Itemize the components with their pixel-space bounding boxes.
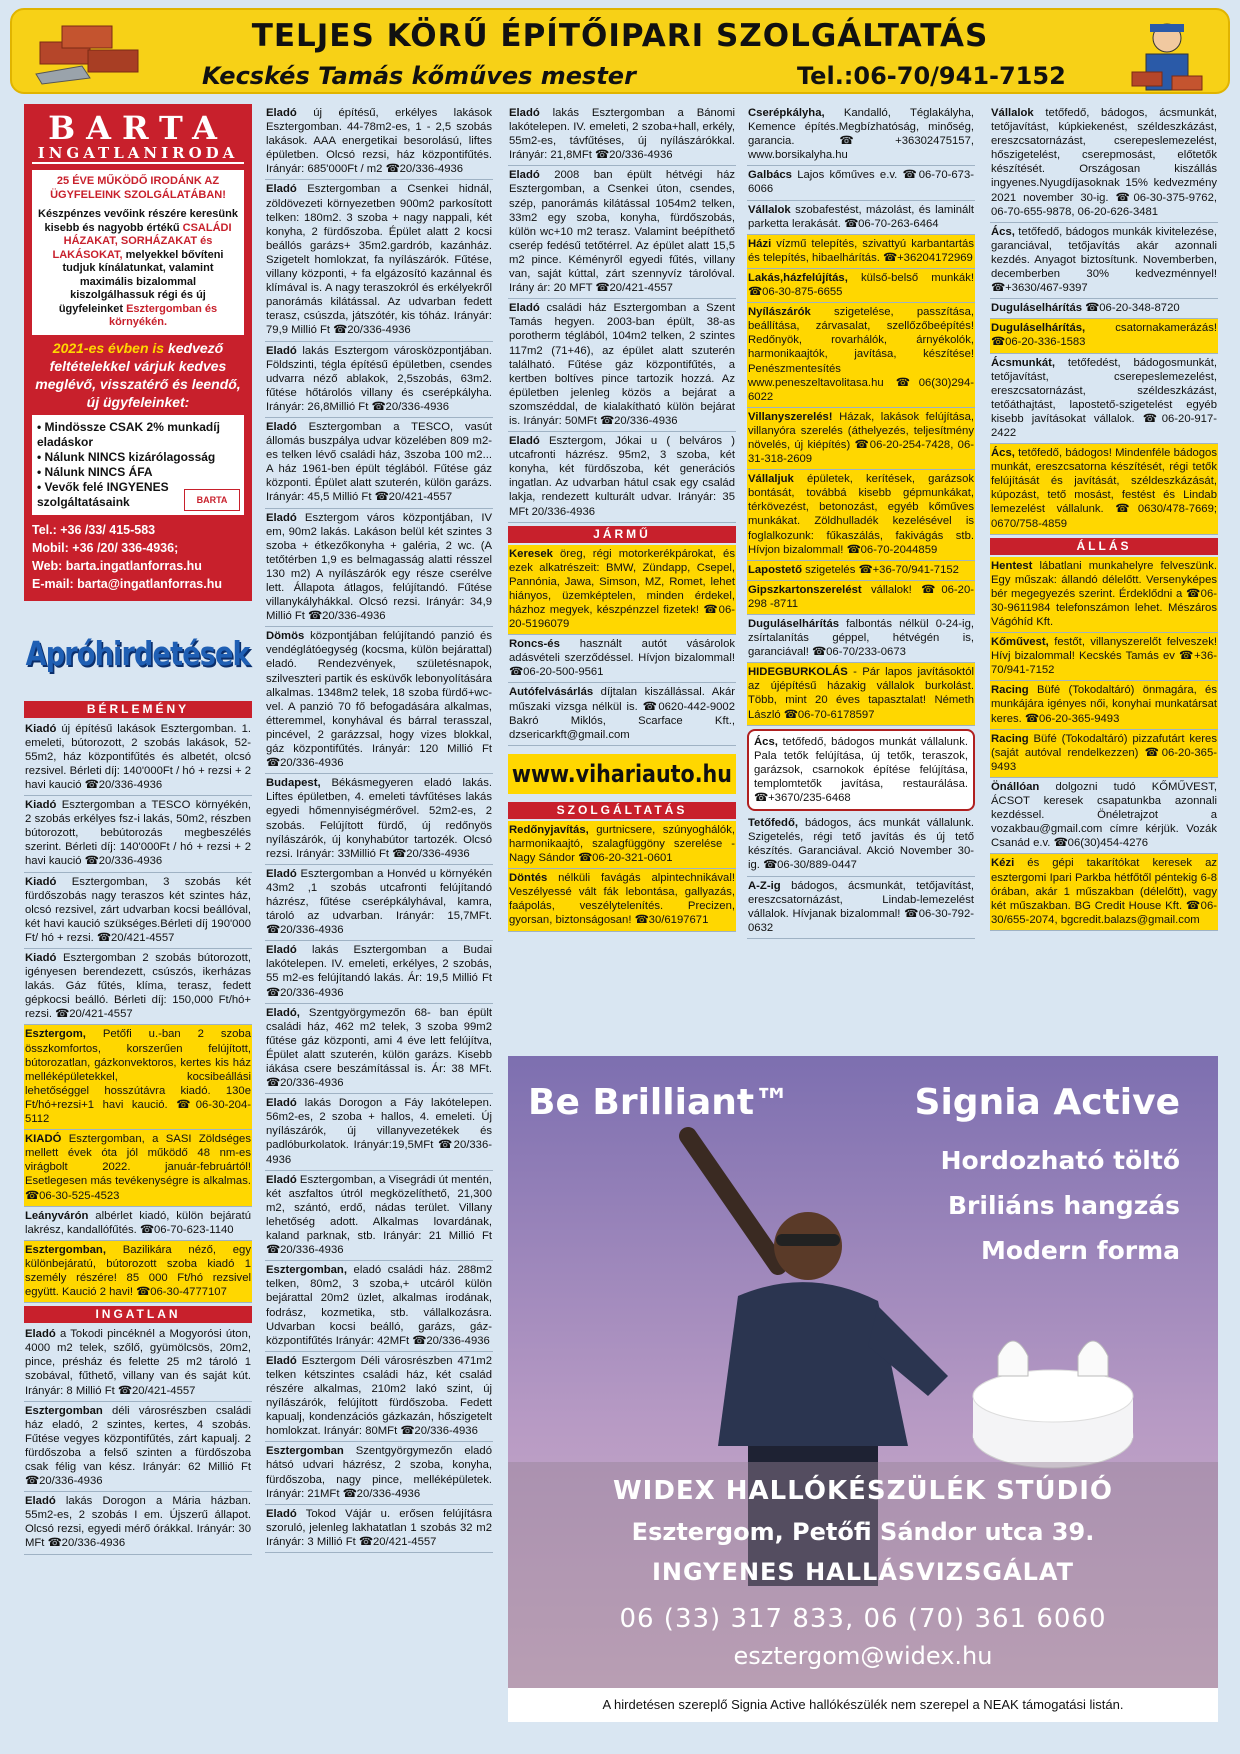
classified-ad: [747, 814, 975, 876]
ad-text: és gépi takarítókat keresek az esztergomi Ipari Parkba hétfőtől péntekig 6-8 órában, akár 1 műszakban (délelőtt), vagy két műszakban. BG Credit House Kft. ☎06-30/655-2074, bgcredit.balazs@gmail.com: [991, 857, 1217, 926]
hearing-aid-case-icon: [958, 1296, 1148, 1486]
classified-ad: [990, 104, 1218, 223]
classified-ad: [508, 683, 736, 745]
ad-text: lábatlani munkahelyre felveszünk. Egy műszak: állandó délelőtt. Versenyképes bér megegyezés szerint. Érdeklődni a ☎06-30-9611984 telefonszámon lehet. Mészáros Vágóhíd Kft.: [991, 559, 1217, 628]
ad-text: Szentgyörgymezőn eladó hátsó udvari házrész, 2 szoba, konyha, fürdőszoba, nagy pince, melléképületek. Irányár: 21MFt ☎20/336-4936: [266, 1445, 492, 1500]
ad-text: Esztergomban, a SASI Zöldséges mellett évek óta jól működő 48 nm-es virágbolt 2022. január-februártól! Esetlegesen más tevékenységre is alkalmas. ☎06-30-525-4523: [25, 1133, 251, 1202]
ad-lead: Tetőfedő,: [748, 817, 798, 830]
ad-text: csatornakamerázás! ☎06-20-336-1583: [991, 322, 1217, 349]
classified-ad: [24, 1492, 252, 1554]
classifieds-title: [24, 617, 252, 691]
ad-text: Büfé (Tokodaltáró) pizzafutárt keres (saját autóval rendelkezzen) ☎06-20-365-9493: [991, 732, 1217, 773]
ad-lead: Eladó: [266, 344, 297, 357]
ad-lead: Esztergom,: [25, 1028, 86, 1041]
column-2: [265, 104, 493, 1553]
ad-lead: Lapostető: [748, 563, 802, 576]
ad-list-jarmu: [508, 545, 736, 746]
banner-title: TELJES KÖRŰ ÉPÍTŐIPARI SZOLGÁLTATÁS: [251, 18, 989, 54]
classified-ad: [24, 949, 252, 1025]
ad-lead: Eladó: [266, 183, 297, 196]
ad-lead: Kiadó: [25, 722, 57, 735]
widex-slogan: Be Brilliant™: [528, 1082, 791, 1123]
classified-ad: [265, 180, 493, 341]
barta-bullet: • Nálunk NINCS kizárólagosság: [37, 450, 239, 465]
widex-feature: Modern forma: [980, 1236, 1180, 1265]
ad-lead: Eladó: [266, 944, 297, 957]
widex-feature: Hordozható töltő: [940, 1146, 1180, 1175]
classified-ad: [24, 873, 252, 949]
ad-lead: KIADÓ: [25, 1133, 62, 1146]
ad-lead: Dömös: [266, 630, 305, 643]
classifieds-title-text: Apróhirdetések: [25, 633, 251, 673]
ad-lead: Racing: [991, 684, 1029, 697]
widex-disclaimer: A hirdetésen szereplő Signia Active hallókészülék nem szerepel a NEAK támogatási listán.: [508, 1688, 1218, 1722]
ad-lead: Autófelvásárlás: [509, 686, 594, 699]
classified-ad: [265, 1505, 493, 1553]
ad-lead: HIDEGBURKOLÁS: [748, 666, 848, 679]
ad-lead: Redőnyjavítás,: [509, 823, 589, 836]
classified-ad: [747, 561, 975, 581]
ad-text: szigetelése, passzítása, beállítása, zárvasalat, szellőzőbeépítés! Redőnyök, rovarhálók, árnyékolók, harmonikaajtók, javítása, készítése! Penészmentesítés www.peneszeltavolitasa.hu ☎06(30)294-6022: [748, 306, 974, 403]
ad-text: Esztergom Déli városrészben 471m2 telken kétszintes családi ház, két család részére alkalmas, 210m2 lakó szint, új nyílászárók, felújított fürdőszoba. Fedett kapualj, kondenzációs gázkazán, hőszigetelt homlokzat. Irányár: 80MFt ☎20/336-4936: [266, 1354, 492, 1438]
ad-lead: Leányvárón: [25, 1209, 89, 1222]
ad-text: Petőfi u.-ban 2 szoba összkomfortos, korszerűen felújított, bútorozatlan, gázkonvektoros, kertes kis ház melléképületekkel, kocsibeállási lehetőséggel hosszútávra kiadó. 130e Ft/hó+rezsi+1 havi kaució. ☎06-30-204-5112: [25, 1028, 251, 1126]
ad-lead: Eladó: [266, 1173, 297, 1186]
ad-text: szigetelés ☎+36-70/941-7152: [801, 563, 959, 576]
ad-list-szolgaltatas-3: [990, 104, 1218, 535]
ad-lead: Villanyszerelés!: [748, 410, 833, 423]
barta-contact: [32, 521, 244, 593]
ad-lead: Esztergomban,: [25, 1243, 106, 1256]
ad-text: ☎06-20-348-8720: [1082, 302, 1180, 315]
ad-text: tetőfedő, bádogos munkát vállalunk. Pala tetők felújítása, új tetők, teraszok, garázsok, csarnokok építése felújítása, templomtetők javítása, restaurálása. ☎+3670/235-6468: [754, 735, 968, 805]
widex-ad: [508, 1056, 1218, 1722]
ad-text: szobafestést, mázolást, és laminált parketta lerakását. ☎06-70-263-6464: [748, 203, 974, 230]
ad-lead: Esztergomban,: [266, 1264, 347, 1277]
ad-lead: Eladó,: [266, 1006, 300, 1019]
ad-list-allas: [990, 557, 1218, 931]
classified-ad: [265, 509, 493, 628]
ad-list-ingatlan-3: [508, 104, 736, 523]
classified-ad: [990, 319, 1218, 353]
ad-text: nélküli favágás alpintechnikával! Veszélyessé vált fák lebontása, gallyazás, faápolás, veszélytelenítés. Precizen, gyorsan, biztonságosan! ☎30/6197671: [509, 872, 735, 927]
widex-studio: WIDEX HALLÓKÉSZÜLÉK STÚDIÓ: [612, 1476, 1114, 1506]
ad-lead: Kiadó: [25, 799, 57, 812]
mason-worker-icon: [1122, 16, 1212, 92]
barta-bullet: • Vevők felé INGYENES szolgáltatásaink: [37, 480, 239, 510]
classified-ad: [24, 1241, 252, 1303]
barta-year-rest: kedvező feltételekkel várjuk kedves meglévő, visszatérő és leendő, új ügyfeleinket:: [35, 339, 241, 410]
widex-offer: INGYENES HALLÁSVIZSGÁLAT: [651, 1558, 1075, 1586]
ad-text: családi ház Esztergomban a Szent Tamás hegyen. 2003-ban épült, 38-as porotherm téglából, 104m2 telken, 2 szintes 117m2 (71+46), az épület alatt szuterén található. Fűtése gáz központifűtés, a kertben boltíves pince tartozik hozzá. Az épületben jelenleg közös a bejárat a szomszéddal, de kialakítható külön bejárat is. Irányár: 50MFt ☎20/336-4936: [509, 302, 735, 427]
barta-ad: [24, 104, 252, 601]
ad-lead: Döntés: [509, 872, 548, 885]
classified-ad: [747, 104, 975, 166]
ad-lead: Budapest,: [266, 777, 321, 790]
classified-ad: [990, 681, 1218, 729]
classified-ad: [990, 444, 1218, 535]
ad-text: 2008 ban épült hétvégi ház Esztergomban, a Csenkei úton, csendes, szép, panorámás kilátással 1054m2 telken, 33m2 egy szoba, konyha, fürdőszobás, külön wc+10 m2 terasz. Valamint beépíthető cserép fedésű tetőtérrel. Az épület alatt 15,5 m2 pince. Kéményről egyedi fűtés, villany van, saját kúttal, zárt szennyvíz tárolóval. Irány ár: 20 MFT ☎20/421-4557: [509, 169, 735, 295]
classified-ad: [508, 821, 736, 869]
ad-lead: Eladó: [266, 1354, 297, 1367]
ad-lead: Ács,: [991, 225, 1015, 238]
ad-lead: Gipszkartonszerelést: [748, 583, 862, 596]
classified-ad: [747, 408, 975, 470]
ad-lead: Önállóan: [991, 780, 1040, 793]
ad-text: Esztergom város központjában, IV em, 90m2 lakás. Lakáson belül két szintes 3 szoba + étkezőkonyha + galéria, 2 wc. (A tetőtérben 1,9 es belmagasság alatti résszel 130 m2) A nyílászárók egy része cserélve lett. Állapota átlagos, felújítandó. Fűtése villanykályhákkal. Olcsó rezsi. Irányár: 34,9 Millió Ft ☎20/336-4936: [266, 511, 492, 623]
ad-lead: Eladó: [266, 867, 297, 880]
ad-text: Esztergomban 2 szobás bútorozott, igényesen berendezett, csúszós, ikerházas lakás. Gáz fűtés, klíma, terasz, fedett gépkocsi beálló. Bérleti díj: 150,000 Ft/hó+ rezsi. ☎20/421-4557: [25, 952, 251, 1021]
ad-text: Büfé (Tokodaltáró) önmagára, és munkájára igényes női, konyhai munkatársat keres. ☎06-20-365-9493: [991, 684, 1217, 725]
ad-text: Esztergomban a Honvéd u környékén 43m2 ,1 szobás utcafronti felújítandó házrész, fűtése cserépkályhával, kamra, tároló az udvarban. Irányár: 15,7MFt. ☎20/336-4936: [266, 867, 492, 937]
ad-lead: Hentest: [991, 559, 1033, 572]
classified-ad: [747, 663, 975, 725]
ad-text: díjtalan kiszállással. Akár műszaki vizsga nélkül is. ☎0620-442-9002 Bakró Miklós, Scarface Kft., dzsericarkft@gmail.com: [509, 686, 735, 741]
classified-ad: [265, 941, 493, 1003]
classified-ad: [24, 1025, 252, 1130]
barta-intro-red: CSALÁDI HÁZAKAT, SORHÁZAKAT és LAKÁSOKAT,: [52, 221, 232, 261]
classified-ad: [265, 418, 493, 509]
barta-city: Esztergomban és környékén.: [108, 302, 218, 329]
ad-list-berlemeny: [24, 720, 252, 1304]
section-header-berlemeny: BÉRLEMÉNY: [24, 701, 252, 718]
classified-ad: [265, 1094, 493, 1170]
classified-ad: [265, 1261, 493, 1352]
column-4: [747, 104, 975, 939]
ad-text: vízmű telepítés, szivattyú karbantartás és telepítés, hibaelhárítás. ☎+36204172969: [748, 237, 974, 264]
ad-text: használt autót vásárolok adásvételi szerződéssel. Hívjon bizalommal! ☎06-20-500-9561: [509, 638, 735, 679]
ad-text: új építésű lakások Esztergomban. 1. emeleti, bútorozott, 2 szobás lakások, 52-55m2, ház központifűtés és albetét, olcsó rezsivel. Bérleti díj: 140'000Ft / hó + rezsi + 2 havi kaució ☎20/336-4936: [25, 722, 251, 791]
ad-text: lakás Esztergom városközpontjában. Földszinti, tégla építésű épületben, csendes udvarra néző ablakok, 2,5szobás, 63m2. fűtése hőtárolós villany és cserépkályha. Irányár: 26,8Millió Ft ☎20/336-4936: [266, 344, 492, 413]
ad-text: épületek, kerítések, garázsok bontását, továbbá kisebb gépmunkákat, térkövezést, betonozást, egyéb kőműves munkákat. Zöldhulladék kezelésével is foglalkozunk: fűkaszálás, fakivágás stb. Hívjon bizalommal! ☎06-70-2044859: [748, 473, 974, 556]
ad-lead: Ács,: [991, 447, 1015, 460]
ad-text: dolgozni tudó KŐMŰVEST, ÁCSOT keresek csapatunkba azonnali kezdéssel. Önéletrajzot a vozakbau@gmail.com címre kérjük. Vozák Csanád e.v. ☎06(30)454-4276: [991, 780, 1217, 850]
barta-years: 25 ÉVE MŰKÖDŐ IRODÁNK AZ ÜGYFELEINK SZOLGÁLATÁBAN!: [50, 175, 226, 201]
ad-text: festőt, villanyszerelőt felveszek! Hívj bizalommal! Kecskés Tamás ev ☎+36-70/941-7152: [991, 636, 1217, 677]
widex-phones: 06 (33) 317 833, 06 (70) 361 6060: [619, 1604, 1107, 1634]
ad-lead: Duguláselhárítás,: [991, 322, 1086, 335]
classified-ad: [24, 1207, 252, 1241]
ad-text: Bazilikára néző, egy különbejáratú, bútorozott szoba kiadó 1 személy részére! 85 000 Ft/hó rezsivel együtt. Kaució 2 havi! ☎06-30-4777107: [25, 1243, 251, 1299]
ad-lead: Eladó: [509, 435, 540, 448]
widex-product: Signia Active: [914, 1082, 1180, 1123]
classified-ad: [990, 354, 1218, 445]
classified-ad: [265, 104, 493, 180]
ad-lead: Vállalok: [748, 203, 791, 216]
classified-ad: [747, 166, 975, 200]
barta-year-text: [32, 339, 244, 411]
ad-lead: Eladó: [266, 107, 297, 119]
ad-lead: Eladó: [509, 302, 540, 315]
classified-ad: [747, 581, 975, 615]
ad-lead: Cserépkályha,: [748, 107, 825, 119]
ad-text: déli városrészben családi ház eladó, 2 szintes, kertes, 4 szobás. Fűtése vegyes központifűtés, zárt kapualj. 2 fürdőszoba a felső szinten a fürdőszoba csak félig van kész. Irányár: 62 Millió Ft ☎20/336-4936: [25, 1404, 251, 1488]
ad-text: új építésű, erkélyes lakások Esztergomban. 44-78m2-es, 1 - 2,5 szobás lakások. AAA energetikai besorolású, liftes épületben. Olcsó rezsi, ház központifűtés. Irányár: 685'000Ft / m2 ☎20/336-4936: [266, 107, 492, 176]
ad-list-szolgaltatas-1: [508, 821, 736, 932]
ad-text: Esztergomban a TESCO környékén, 2 szobás erkélyes fsz-i lakás, 50m2, részben bútorozott, bebútorozás megbeszélés szerint. Bérleti díj: 140'000Ft / hó + rezsi + 2 havi kaució ☎20/336-4936: [25, 799, 251, 868]
barta-logo: BARTA: [184, 489, 240, 511]
classified-ad: [24, 720, 252, 796]
classified-ad: [265, 865, 493, 941]
classified-ad: [24, 1130, 252, 1206]
ad-text: bádogos, ácsmunkát, tetőjavítást, ereszcsatornázást, Lindab-lemezelést vállalok. Hívjanak bizalommal! ☎06-30-792-0632: [748, 879, 974, 934]
classified-ad: [990, 223, 1218, 299]
barta-year: 2021-es évben is: [52, 339, 165, 356]
ad-text: albérlet kiadó, külön bejáratú lakrész, kandallófűtés. ☎06-70-623-1140: [25, 1209, 251, 1236]
barta-email[interactable]: E-mail: barta@ingatlanforras.hu: [32, 576, 222, 591]
classified-ad: [990, 854, 1218, 930]
ad-lead: Esztergomban: [25, 1404, 103, 1417]
classified-ad: [747, 470, 975, 561]
ad-text: külső-belső munkák! ☎06-30-875-6655: [748, 271, 974, 299]
classified-ad: [747, 269, 975, 303]
section-header-ingatlan: INGATLAN: [24, 1306, 252, 1323]
ad-list-ingatlan-1: [24, 1325, 252, 1554]
barta-intro-end: melyekkel bővíteni tudjuk kínálatunkat, valamint maximális bizalommal kiszolgálhassuk régi és új ügyfeleinket: [58, 248, 224, 315]
ad-text: Esztergomban, a Visegrádi út mentén, két aszfaltos útról megközelíthető, 21,300 m2, szántó, erdő, nádas terület. Villany lehetőség adott. Alkalmas lovardának, kaland parknak, stb. Irányár: 21 Millió Ft ☎20/336-4936: [266, 1173, 492, 1257]
classified-ad: [265, 774, 493, 865]
vihari-link[interactable]: [508, 754, 736, 794]
ad-list-szolgaltatas-2: [747, 104, 975, 939]
classified-ad: [747, 729, 975, 811]
barta-bullets: [32, 415, 244, 515]
ad-lead: Nyílászárók: [748, 306, 811, 319]
classified-ad: [508, 299, 736, 432]
classified-ad: [265, 627, 493, 774]
ad-text: Esztergomban a Csenkei hidnál, zöldövezeti környezetben 900m2 parkosított telken: 180m2. 3 szoba + nagy nappali, két konyha, 2 fürdőszoba. Épület alatt 2 kocsi beállós garázs+ 35m2.gardrób, kazánház. Szigetelt homlokzat, fa nyílászárók. Fűtése, villany központi, + fa elgázosító kazánnal és klímával is. A nagy teraszokról és erkélyekről panorámás kilátással. Az udvarban fedett terasz, csúszda, játszótér, kis tóház. Irányár: 79,9 Millió Ft ☎20/336-4936: [266, 183, 492, 337]
ad-lead: Duguláselhárítás: [991, 302, 1083, 315]
classified-ad: [990, 730, 1218, 778]
ad-list-ingatlan-2: [265, 104, 493, 1553]
ad-text: központjában felújítandó panzió és vendéglátóegység (kocsma, külön bejárattal) eladó. Rendezvények, születésnapok, szilveszteri partik és esküvők lebonyolítására alkalmas. 1348m2 telek, 18 szoba fürdő+wc-vel. A panzió 70 fő befogadására alkalmas, étteremmel, konyhával és bárral terasszal, pincével, 2 garázzsal, hogy vizes blokkal, gáz központifűtés. Irányár: 120 Millió Ft ☎20/336-4936: [266, 630, 492, 770]
classified-ad: [747, 235, 975, 269]
widex-address: Esztergom, Petőfi Sándor utca 39.: [631, 1518, 1095, 1546]
classified-ad: [265, 1352, 493, 1443]
ad-text: Házak, lakások felújítása, villanyóra szerelés (áthelyezés, teljesítmény növelés, új kiépítés) ☎06-20-254-7428, 06-31-318-2609: [748, 410, 974, 466]
section-header-szolgaltatas: SZOLGÁLTATÁS: [508, 802, 736, 819]
ad-lead: Lakás,házfelújítás,: [748, 271, 848, 284]
classified-ad: [990, 633, 1218, 681]
ad-text: lakás Esztergomban a Bánomi lakótelepen. IV. emeleti, 2 szoba+hall, erkély, 55m2-es, távfűtéses, új nyílászárókkal. Irányár: 21,8MFt ☎20/336-4936: [509, 107, 735, 162]
column-3: [508, 104, 736, 932]
ad-text: eladó családi ház. 288m2 telken, 80m2, 3 szoba,+ utcáról külön bejárattal 20m2 üzlet, alkalmas irodának, fodrász, kozmetika, stb. vállalkozásra. Udvarban kocsi beálló, garázs, gáz-központifűtés Irányár: 42MFt ☎20/336-4936: [266, 1264, 492, 1347]
column-1: [24, 104, 252, 1555]
section-header-jarmu: JÁRMŰ: [508, 526, 736, 543]
barta-brand: BARTA: [48, 109, 228, 147]
ad-text: Esztergomban a TESCO, vasút állomás buszpálya udvar közelében 809 m2-es telken lévő családi ház, 3szoba 100 m2... A ház 1961-ben épült téglából. Fűtése gáz központi. Épület alatt szuterén, külön garázs. Irányár: 45,5 Millió Ft ☎20/421-4557: [266, 420, 492, 504]
ad-text: Békásmegyeren eladó lakás. Liftes épületben, 4. emeleti távfűtéses lakás egyedi hőmennyiségmérővel. 52m2-es, 2 szobás. Felújított fürdő, új redőnyös nyílászárók, új konyhabútor tartozék. Olcsó rezsi. Irányár: 33Millió Ft ☎20/336-4936: [266, 777, 492, 860]
ad-text: a Tokodi pincéknél a Mogyorósi úton, 4000 m2 telek, szőlő, gyümölcsös, 20m2, pince, présház és felette 25 m2 tároló 1 szobával, fűthető, villany van és saját kút. Irányár: 8 Millió Ft ☎20/421-4557: [25, 1328, 251, 1397]
classified-ad: [508, 432, 736, 523]
ad-lead: Esztergomban: [266, 1445, 344, 1458]
banner-name: Kecskés Tamás kőműves mester: [202, 62, 636, 90]
ad-lead: Kiadó: [25, 875, 57, 888]
ad-text: Lajos kőműves e.v. ☎06-70-673-6066: [748, 169, 974, 196]
top-banner: [10, 8, 1230, 94]
ad-text: vállalok! ☎06-20-298 -8711: [748, 583, 974, 610]
ad-lead: Vállalok: [991, 107, 1034, 119]
ad-text: falbontás nélkül 0-24-ig, zsírtalanítás géppel, hétvégén is, garanciával! ☎06-70/233-0673: [748, 618, 974, 659]
ad-lead: Ács,: [754, 735, 778, 748]
widex-feature: Briliáns hangzás: [947, 1191, 1180, 1220]
ad-lead: Eladó: [25, 1495, 56, 1508]
barta-bullet: • Nálunk NINCS ÁFA: [37, 465, 239, 480]
classified-ad: [24, 1325, 252, 1401]
barta-tel: Tel.: +36 /33/ 415-583: [32, 522, 156, 537]
ad-lead: Eladó: [266, 1507, 297, 1520]
classified-ad: [747, 615, 975, 663]
classified-ad: [265, 342, 493, 418]
ad-lead: Vállaljuk: [748, 473, 794, 486]
barta-web[interactable]: Web: barta.ingatlanforras.hu: [32, 558, 202, 573]
ad-lead: Házi: [748, 237, 772, 250]
section-header-allas: ÁLLÁS: [990, 538, 1218, 555]
ad-lead: Eladó: [266, 420, 297, 433]
ad-text: tetőfedést, bádogosmunkát, tetőjavítást, cserepeslemezelést, ereszcsatornázást, széldeszkázást, tetőáthajtást, lapostető-szigetelést egyéb kisebb javításokat vállalok. ☎06-20-917-2422: [991, 356, 1217, 439]
barta-bullet: • Mindössze CSAK 2% munkadíj eladáskor: [37, 420, 239, 450]
vihari-text: www.vihariauto.hu: [511, 759, 733, 788]
widex-email[interactable]: esztergom@widex.hu: [733, 1642, 993, 1670]
classified-ad: [990, 557, 1218, 633]
classified-ad: [265, 1004, 493, 1095]
classified-ad: [990, 778, 1218, 854]
barta-intro: Készpénzes vevőink részére keresünk kisebb és nagyobb értékű: [38, 208, 238, 234]
ad-lead: Racing: [991, 732, 1029, 745]
banner-phone: Tel.:06-70/941-7152: [797, 62, 1066, 90]
barta-mobil: Mobil: +36 /20/ 336-4936;: [32, 540, 179, 555]
classified-ad: [508, 104, 736, 166]
classified-ad: [508, 545, 736, 636]
classified-ad: [508, 635, 736, 683]
ad-lead: Kőművest,: [991, 636, 1049, 649]
ad-lead: Eladó: [25, 1328, 56, 1341]
ad-text: bádogos, ács munkát vállalunk. Szigetelés, régi tető javítás és új tető készítés. Garanciával. Akció November 30-ig. ☎06-30/889-0447: [748, 817, 974, 872]
ad-lead: Eladó: [509, 107, 540, 119]
ad-text: lakás Dorogon a Fáy lakótelepen. 56m2-es, 2 szoba + hallos, 4. emeleti. Új nyílászárók, új villanyvezetékek és padlóburkolatok. Irányár:19,5MFt ☎20/336-4936: [266, 1097, 492, 1166]
ad-lead: Keresek: [509, 547, 553, 560]
ad-text: öreg, régi motorkerékpárokat, és ezek alkatrészeit: BMW, Zündapp, Csepel, Pannónia, Jawa, Simson, MZ, Romet, lehet hiányos, üzemképtelen, minden érdekel, házhoz megyek, készpénzzel fizetek! ☎06-20-5196079: [509, 547, 735, 631]
ad-lead: Eladó: [266, 1097, 297, 1110]
ad-text: Kandalló, Téglakályha, Kemence építés.Megbízhatóság, minőség, garancia. ☎+36302475157, www.borsikalyha.hu: [748, 107, 974, 162]
ad-text: lakás Esztergomban a Budai lakótelepen. IV. emeleti, erkélyes, 2 szobás, 55 m2-es felújítandó lakás. Ár: 19,5 Millió Ft ☎20/336-4936: [266, 944, 492, 999]
ad-lead: Kézi: [991, 857, 1015, 870]
ad-text: lakás Dorogon a Mária házban. 55m2-es, 2 szobás I em. Újszerű állapot. Olcsó rezsi, egyedi mérő órákkal. Irányár: 30 MFt ☎20/336-4936: [25, 1495, 251, 1550]
ad-text: Tokod Vájár u. erősen felújításra szoruló, jelenleg lakhatatlan 1 szobás 32 m2 Irányár: 3 Millió Ft ☎20/421-4557: [266, 1507, 492, 1548]
ad-text: - Pár lapos javításoktól az újépítésű házakig vállalok burkolást. Több, mint 20 éves tapasztalat! Németh László ☎06-70-6178597: [748, 666, 974, 721]
ad-lead: Eladó: [266, 511, 297, 524]
classified-ad: [508, 166, 736, 299]
column-5: [990, 104, 1218, 931]
ad-lead: Roncs-és: [509, 638, 560, 651]
classified-ad: [265, 1171, 493, 1262]
ad-text: tetőfedő, bádogos! Mindenféle bádogos munkát, ereszcsatorna készítését, régi tetők felújítását és javítását, széldeszkázását, kúpozást, tető mosást, festést és Lindab lemezelést vállalunk. ☎0630/478-7669; 0670/758-4859: [991, 447, 1217, 530]
classified-ad: [747, 303, 975, 408]
ad-lead: Ácsmunkát,: [991, 356, 1056, 369]
ad-lead: Kiadó: [25, 952, 57, 964]
classified-ad: [24, 796, 252, 872]
ad-lead: Eladó: [509, 169, 540, 182]
classified-ad: [24, 1402, 252, 1493]
ad-lead: Duguláselhárítás: [748, 618, 840, 630]
ad-text: tetőfedő, bádogos, ácsmunkát, tetőjavítást, kúpkiekenést, széldeszkázást, ereszcsatornázást, cserepeslemezelést, hőszigetelést, cserepmosást, előtetők készítését. Országosan kiszállás ingyenes.Nyugdíjasoknak 15% kedvezmény 2021 november 30-ig. ☎06-30-375-9762, 06-70-655-9878, 06-20-626-3481: [991, 107, 1217, 218]
ad-lead: A-Z-ig: [748, 879, 781, 892]
barta-sub: INGATLANIRODA: [32, 146, 244, 164]
ad-text: Szentgyörgymezőn 68- ban épült családi ház, 462 m2 telek, 3 szoba 99m2 fűtése gáz központi, ami 4 éve lett felújítva, Épület alatt szuterén, külön garázs. Kisebb iákása csere beszámítással is. Ár: 38 MFt. ☎20/336-4936: [266, 1006, 492, 1090]
ad-lead: Galbács: [748, 169, 792, 182]
ad-text: tetőfedő, bádogos munkák kivitelezése, garanciával, tetőjavítás akár azonnali kezdés. Anyagot biztosítunk. Novemberben, decemberben 30% kedvezménnyel! ☎+3630/467-9397: [991, 225, 1217, 295]
classified-ad: [990, 299, 1218, 319]
ad-text: Esztergom, Jókai u ( belváros ) utcafronti házrész. 95m2, 3 szoba, két konyha, két fürdőszoba, két generációs ingatlan. Az udvarban hátul csak egy család lakja, rendezett kulturált udvar. Irányár: 35 MFt 20/336-4936: [509, 435, 735, 518]
barta-intro-box: [32, 170, 244, 335]
classified-ad: [747, 877, 975, 939]
classified-ad: [265, 1442, 493, 1504]
classified-ad: [508, 869, 736, 931]
classified-ad: [747, 201, 975, 235]
ad-text: gurtnicsere, szúnyoghálók, harmonikaajtó, szalagfüggöny szerelése - Nagy Sándor ☎06-20-321-0601: [509, 823, 735, 865]
ad-text: Esztergomban, 3 szobás két fürdőszobás nagy teraszos két szintes ház, olcsó rezsivel, zárt udvarban kocsi beállóval, két havi kaució szükséges.Bérleti díj 190'000 Ft/ hó + rezsi. ☎20/421-4557: [25, 875, 251, 944]
